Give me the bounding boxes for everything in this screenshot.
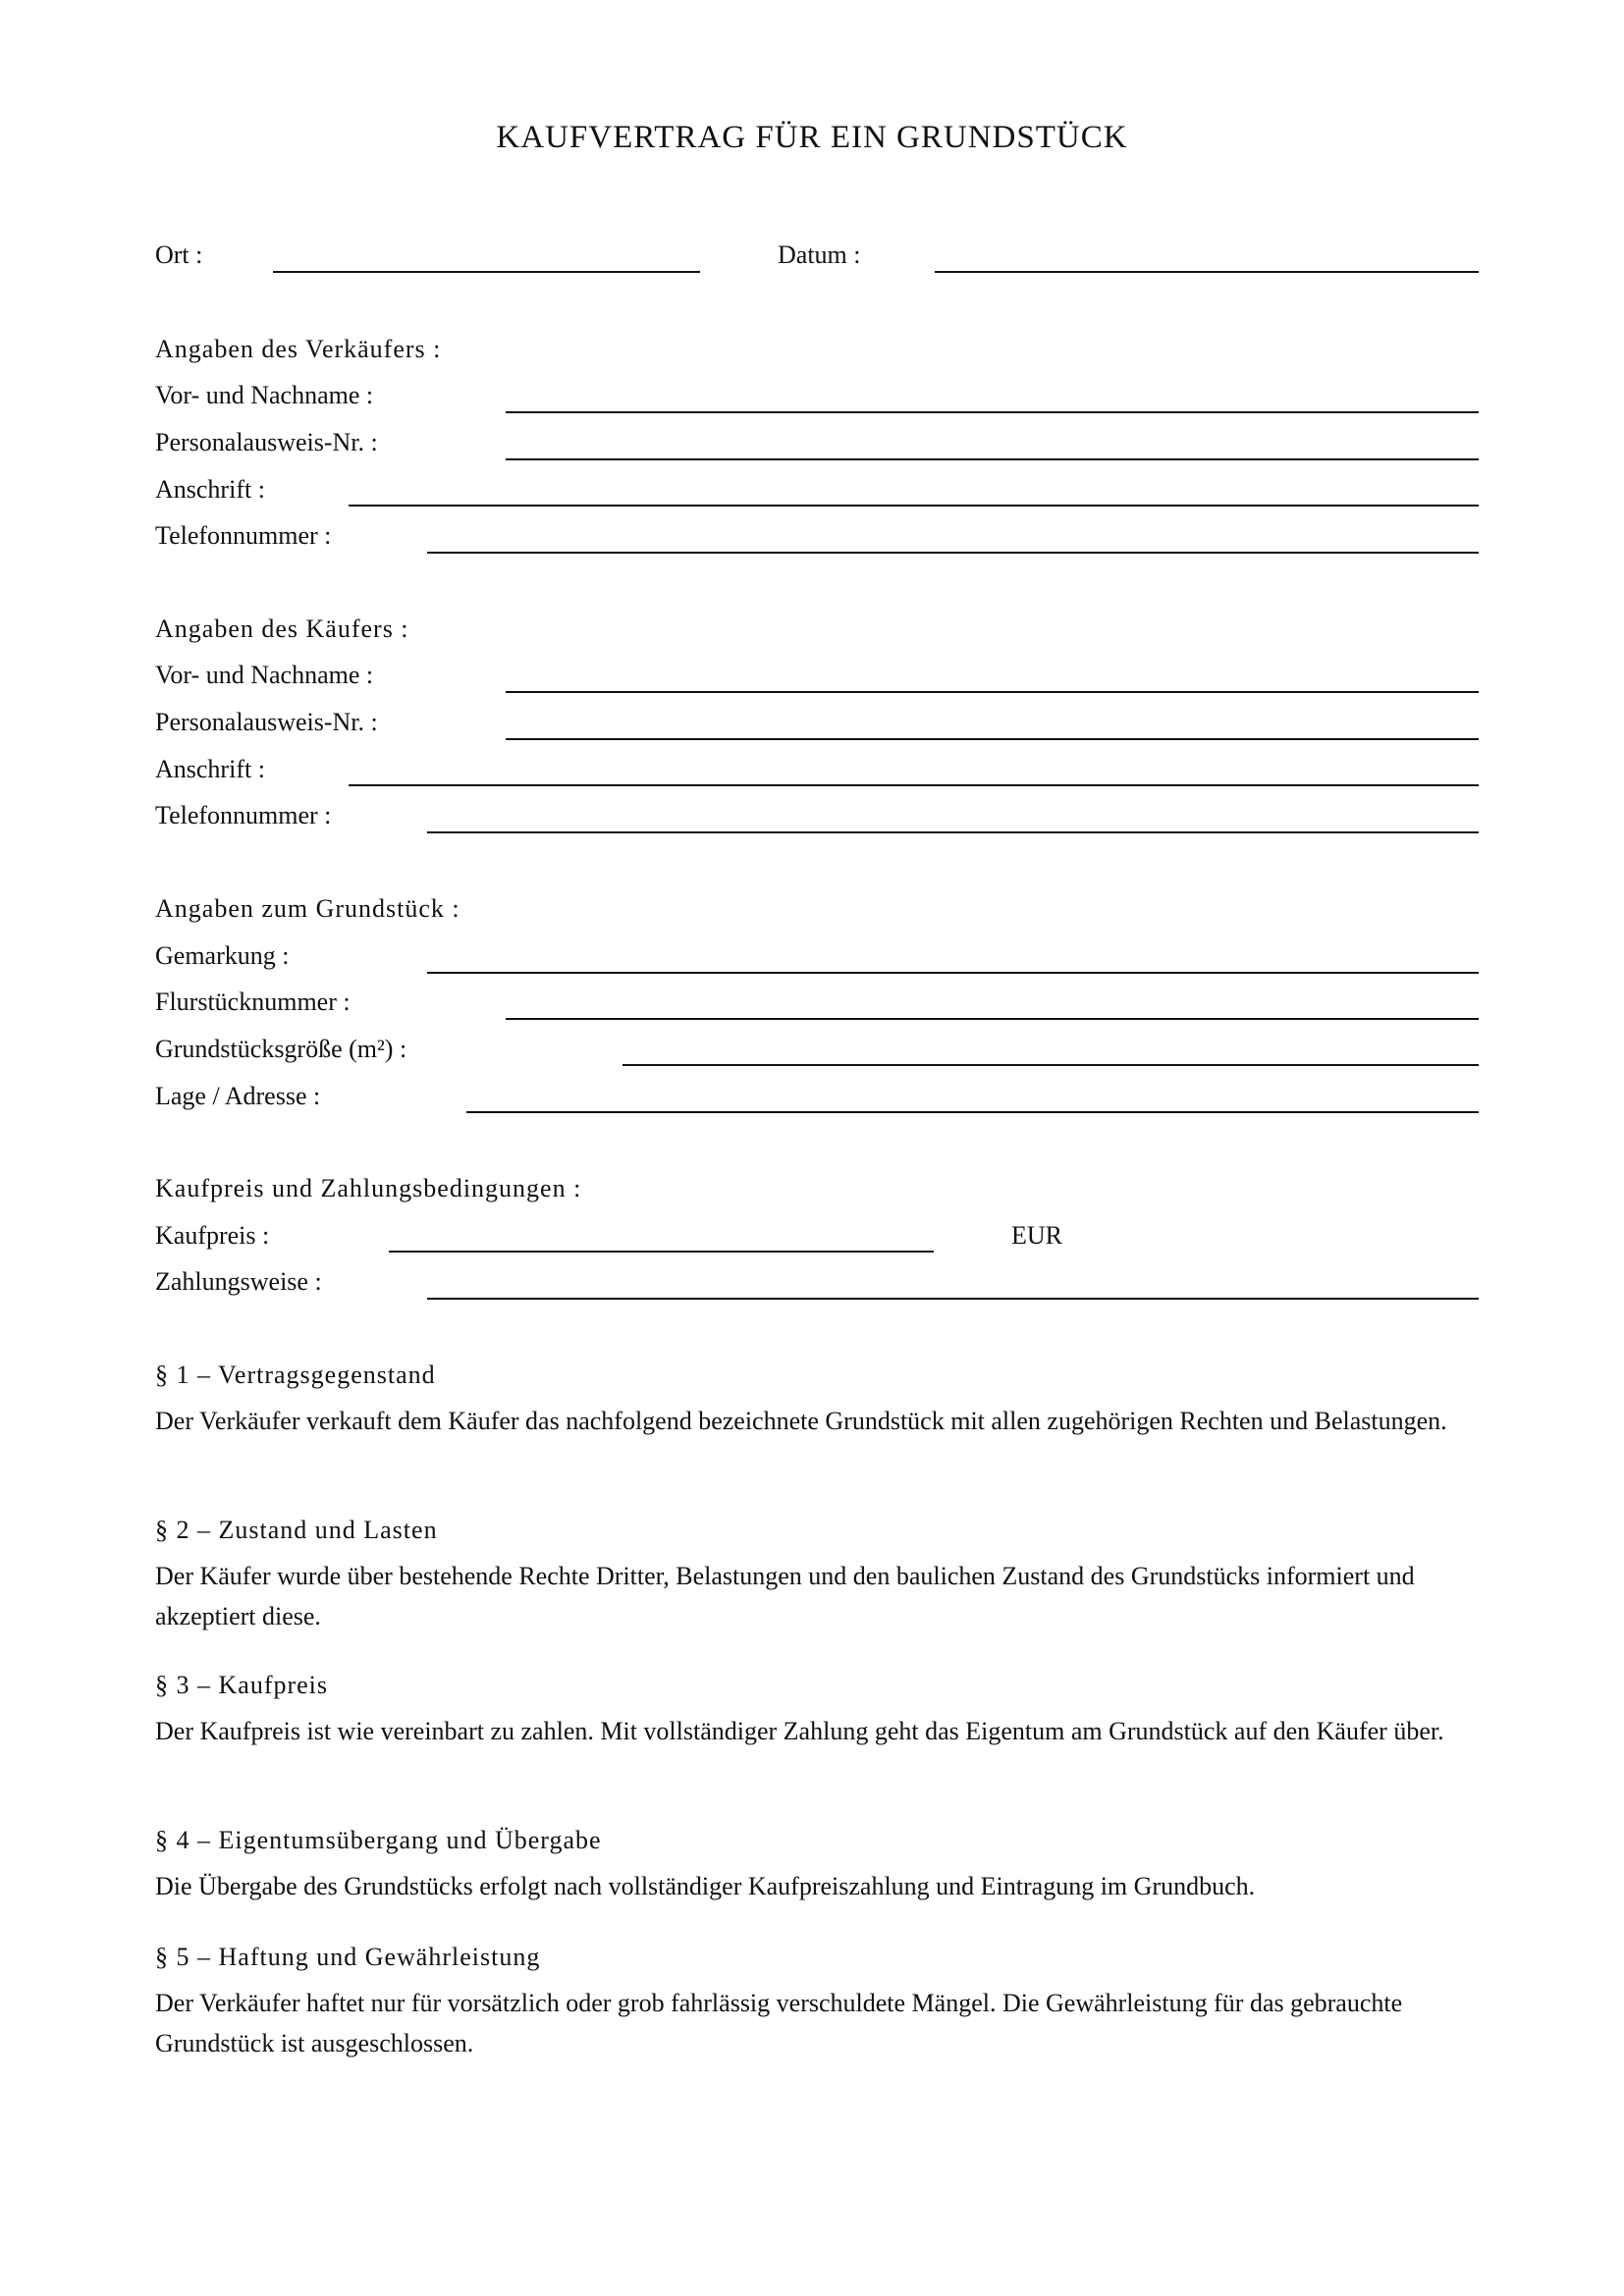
seller-name-field[interactable] <box>506 411 1479 413</box>
gemarkung-label: Gemarkung : <box>155 941 290 970</box>
clause-2-heading: § 2 – Zustand und Lasten <box>155 1516 438 1544</box>
price-field[interactable] <box>389 1251 934 1253</box>
clause-5-text: Der Verkäufer haftet nur für vorsätzlich oder grob fahrlässig verschuldete Mängel. Die Gewährleistung für das gebrauchte Grundstück ist ausgeschlossen. <box>155 1989 1403 2057</box>
seller-phone-field[interactable] <box>427 552 1479 554</box>
clause-2-text: Der Käufer wurde über bestehende Rechte Dritter, Belastungen und den baulichen Zustand des Grundstücks informiert und akzeptiert diese. <box>155 1562 1415 1630</box>
seller-heading: Angaben des Verkäufers : <box>155 335 442 363</box>
payment-method-field[interactable] <box>427 1298 1479 1300</box>
seller-phone-label: Telefonnummer : <box>155 521 332 550</box>
clause-3-text: Der Kaufpreis ist wie vereinbart zu zahlen. Mit vollständiger Zahlung geht das Eigentum am Grundstück auf den Käufer über. <box>155 1717 1444 1745</box>
buyer-phone-label: Telefonnummer : <box>155 801 332 829</box>
clause-5-heading: § 5 – Haftung und Gewährleistung <box>155 1943 541 1971</box>
clause-1-text: Der Verkäufer verkauft dem Käufer das nachfolgend bezeichnete Grundstück mit allen zugehörigen Rechten und Belastungen. <box>155 1407 1447 1435</box>
flurstueck-field[interactable] <box>506 1018 1479 1020</box>
buyer-address-field[interactable] <box>349 784 1479 786</box>
gemarkung-field[interactable] <box>427 972 1479 974</box>
price-label: Kaufpreis : <box>155 1221 270 1250</box>
datum-field[interactable] <box>935 271 1479 273</box>
payment-heading: Kaufpreis und Zahlungsbedingungen : <box>155 1174 582 1202</box>
buyer-address-label: Anschrift : <box>155 755 265 783</box>
currency-label: EUR <box>1011 1221 1062 1250</box>
seller-id-field[interactable] <box>506 458 1479 460</box>
datum-label: Datum : <box>778 240 861 269</box>
buyer-id-field[interactable] <box>506 738 1479 740</box>
seller-id-label: Personalausweis-Nr. : <box>155 428 378 456</box>
ort-field[interactable] <box>273 271 700 273</box>
flurstueck-label: Flurstücknummer : <box>155 988 351 1016</box>
clause-4-text: Die Übergabe des Grundstücks erfolgt nach vollständiger Kaufpreiszahlung und Eintragung im Grundbuch. <box>155 1872 1256 1900</box>
clause-4-heading: § 4 – Eigentumsübergang und Übergabe <box>155 1826 602 1854</box>
buyer-heading: Angaben des Käufers : <box>155 614 409 643</box>
buyer-name-field[interactable] <box>506 691 1479 693</box>
buyer-id-label: Personalausweis-Nr. : <box>155 708 378 736</box>
location-field[interactable] <box>466 1111 1479 1113</box>
buyer-name-label: Vor- und Nachname : <box>155 661 374 689</box>
size-label: Grundstücksgröße (m²) : <box>155 1035 407 1063</box>
payment-method-label: Zahlungsweise : <box>155 1267 322 1296</box>
clause-1-heading: § 1 – Vertragsgegenstand <box>155 1361 436 1389</box>
document-title: KAUFVERTRAG FÜR EIN GRUNDSTÜCK <box>496 120 1128 155</box>
seller-name-label: Vor- und Nachname : <box>155 381 374 409</box>
seller-address-field[interactable] <box>349 505 1479 507</box>
location-label: Lage / Adresse : <box>155 1082 321 1110</box>
buyer-phone-field[interactable] <box>427 831 1479 833</box>
clause-3-heading: § 3 – Kaufpreis <box>155 1671 329 1699</box>
property-heading: Angaben zum Grundstück : <box>155 894 460 923</box>
seller-address-label: Anschrift : <box>155 475 265 504</box>
ort-label: Ort : <box>155 240 203 269</box>
size-field[interactable] <box>623 1064 1479 1066</box>
